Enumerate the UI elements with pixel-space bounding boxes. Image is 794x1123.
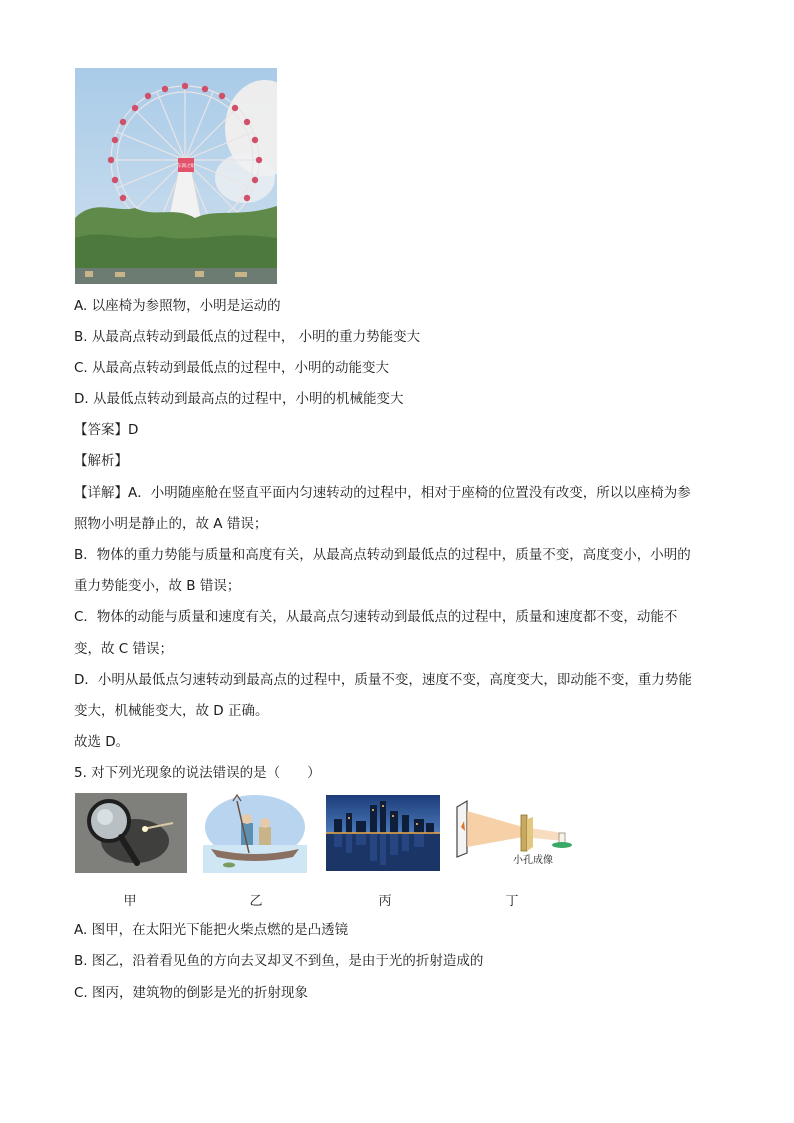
explanation-line: 【详解】A．小明随座舱在竖直平面内匀速转动的过程中，相对于座椅的位置没有改变，所以以座椅为参 [74, 485, 691, 501]
figure-label-yi: 乙 [249, 894, 263, 909]
explanation-line: B．物体的重力势能与质量和高度有关，从最高点转动到最低点的过程中，质量不变，高度变小，小明的 [74, 547, 691, 563]
conclusion-line: 故选 D。 [74, 734, 130, 750]
figure-label-jia: 甲 [123, 894, 137, 909]
q4-option-b: B. 从最高点转动到最低点的过程中， 小明的重力势能变大 [74, 329, 421, 345]
figure-label-bing: 丙 [378, 894, 392, 909]
explanation-line: 变，故 C 错误； [74, 641, 174, 657]
ferris-sign-text: 东湖之眼 [177, 164, 195, 169]
q5-option-a: A. 图甲，在太阳光下能把火柴点燃的是凸透镜 [74, 922, 349, 938]
explanation-line: 变大，机械能变大，故 D 正确。 [74, 703, 269, 719]
explanation-line: C．物体的动能与质量和速度有关，从最高点匀速转动到最低点的过程中，质量和速度都不变，动能不 [74, 609, 678, 625]
explanation-line: D．小明从最低点匀速转动到最高点的过程中，质量不变，速度不变，高度变大，即动能不变，重力势能 [74, 672, 692, 688]
explanation-line: 重力势能变小，故 B 错误； [74, 578, 241, 594]
q5-option-b: B. 图乙，沿着看见鱼的方向去叉却叉不到鱼，是由于光的折射造成的 [74, 953, 484, 969]
q4-option-c: C. 从最高点转动到最低点的过程中，小明的动能变大 [74, 360, 390, 376]
q5-option-c: C. 图丙，建筑物的倒影是光的折射现象 [74, 985, 309, 1001]
figure-bing-city-reflection [326, 795, 440, 871]
question-5-stem: 5. 对下列光现象的说法错误的是（ ） [74, 765, 321, 781]
analysis-heading: 【解析】 [74, 453, 128, 469]
figure-ding-caption: 小孔成像 [513, 855, 553, 866]
q4-option-d: D. 从最低点转动到最高点的过程中，小明的机械能变大 [74, 391, 404, 407]
figure-jia-magnifier [75, 793, 187, 873]
ferris-wheel-photo [75, 68, 277, 284]
figure-yi-spear-fishing [203, 793, 307, 873]
answer-line: 【答案】D [74, 422, 139, 438]
explanation-line: 照物小明是静止的，故 A 错误； [74, 516, 268, 532]
figure-label-ding: 丁 [505, 894, 519, 909]
q4-option-a: A. 以座椅为参照物，小明是运动的 [74, 298, 281, 314]
